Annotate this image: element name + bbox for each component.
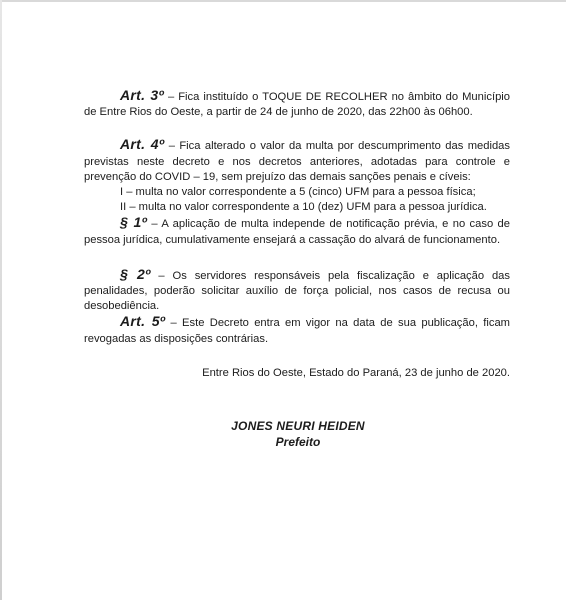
decree-body	[84, 88, 510, 381]
article-3-lead: Art. 3º	[120, 87, 164, 103]
article-4-lead: Art. 4º	[120, 136, 165, 153]
page-top-edge	[0, 0, 566, 2]
paragraph-2-text: – Os servidores responsáveis pela fiscalização e aplicação das penalidades, poderão solicitar auxílio de força policial, nos casos de recusa ou desobediência.	[84, 269, 510, 313]
paragraph-1	[84, 215, 510, 247]
dateline: Entre Rios do Oeste, Estado do Paraná, 23 de junho de 2020.	[202, 366, 510, 379]
signatory-name: JONES NEURI HEIDEN	[231, 419, 365, 433]
article-5-lead: Art. 5º	[120, 313, 166, 330]
page-left-edge	[0, 0, 2, 600]
article-3-text: – Fica instituído o TOQUE DE RECOLHER no âmbito do Município de Entre Rios do Oeste, a partir de 24 de junho de 2020, das 22h00 às 06h00.	[84, 91, 510, 119]
paragraph-2-lead: § 2º	[120, 265, 151, 282]
paragraph-1-text: – A aplicação de multa independe de notificação prévia, e no caso de pessoa jurídica, cumulativamente ensejará a cassação do alvará de funcionamento.	[84, 218, 510, 246]
article-5	[84, 314, 510, 346]
article-5-text: – Este Decreto entra em vigor na data de sua publicação, ficam revogadas as disposições contrárias.	[84, 317, 510, 345]
article-4-text: – Fica alterado o valor da multa por descumprimento das medidas previstas neste decreto e nos decretos anteriores, adotadas para controle e prevenção do COVID – 19, sem prejuízo das demais sanções penais e cíveis:	[84, 140, 510, 183]
article-4-item-2: II – multa no valor correspondente a 10 (dez) UFM para a pessoa jurídica.	[120, 201, 487, 214]
signatory-title: Prefeito	[275, 435, 321, 449]
article-4-item-1: I – multa no valor correspondente a 5 (cinco) UFM para a pessoa física;	[120, 186, 476, 199]
paragraph-2	[84, 267, 510, 315]
article-4	[84, 137, 510, 185]
paragraph-1-lead: § 1º	[120, 214, 148, 231]
article-3	[84, 88, 510, 120]
